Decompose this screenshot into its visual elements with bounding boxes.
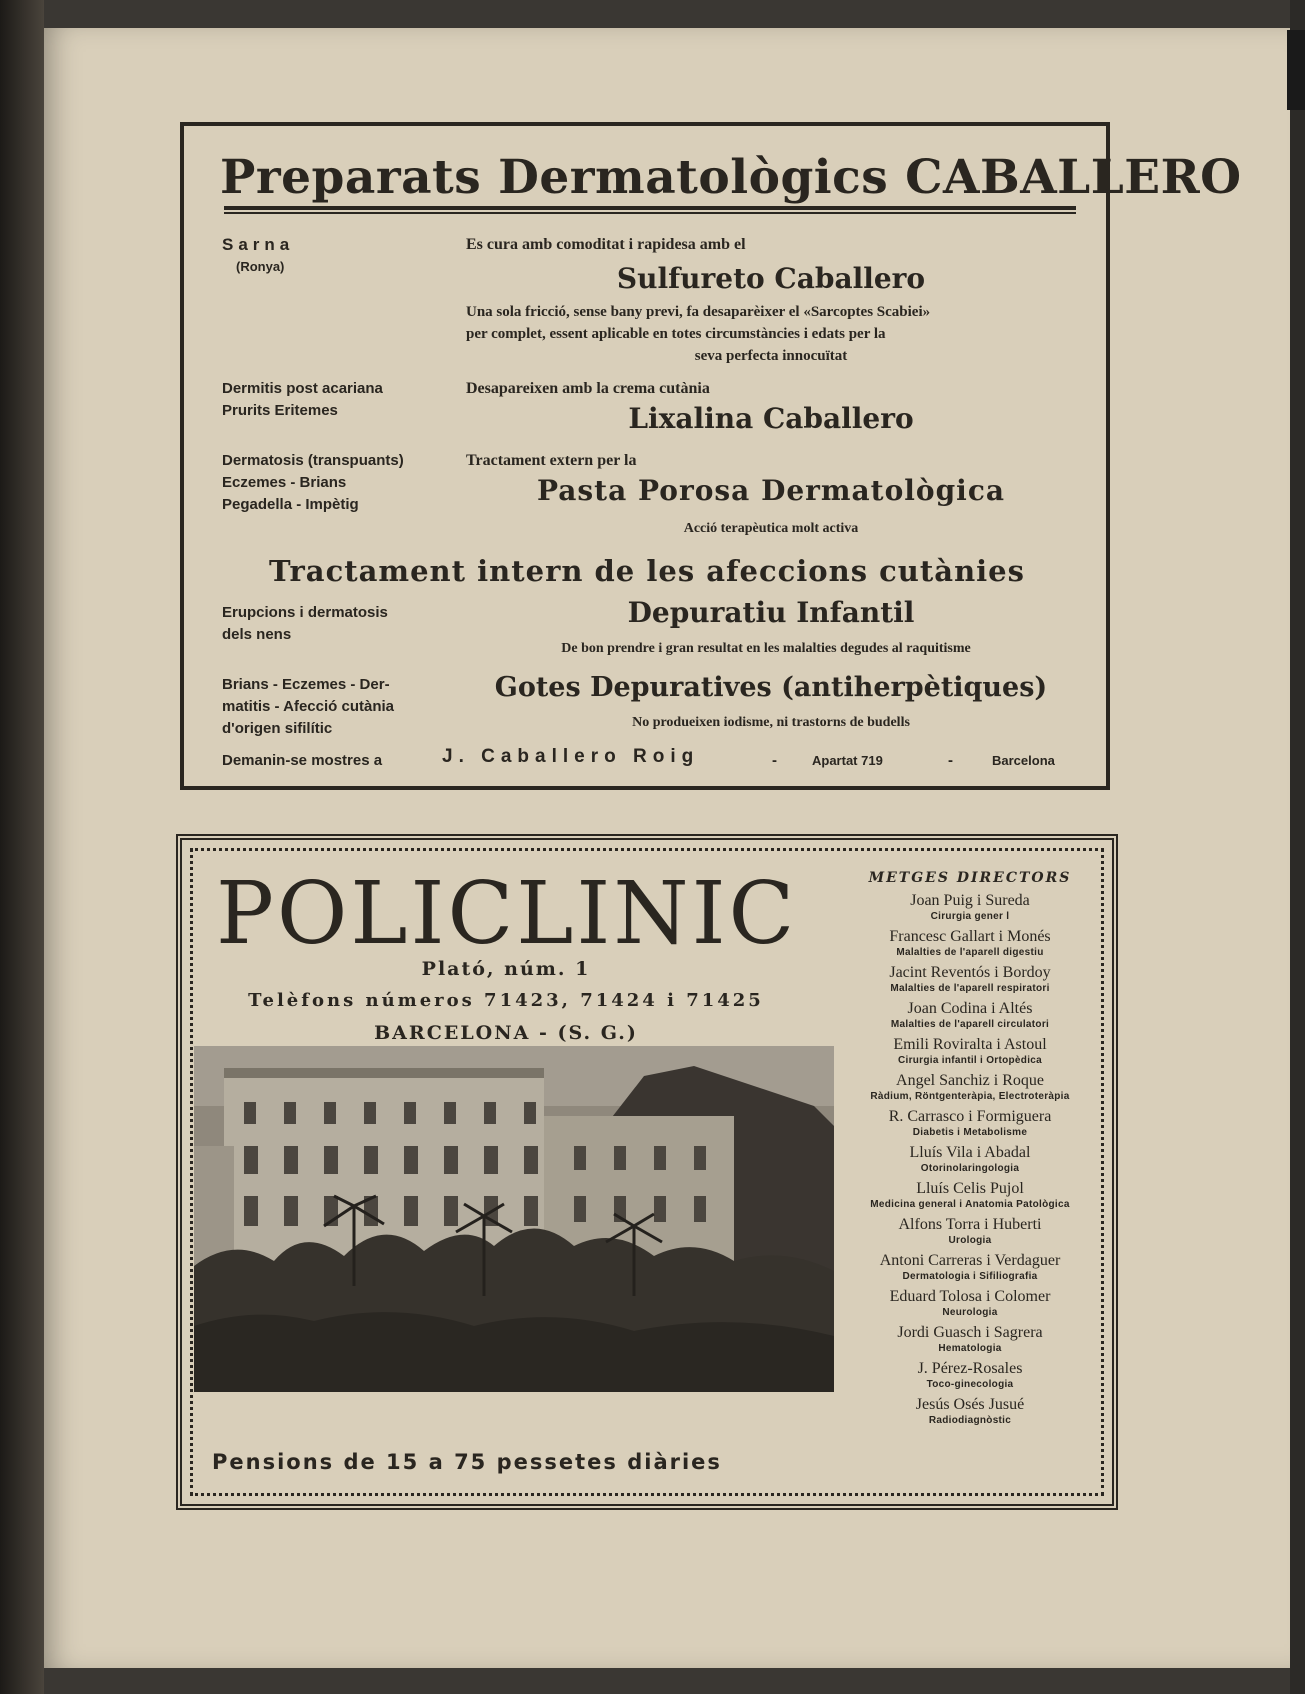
doctor-name: Alfons Torra i Huberti xyxy=(898,1216,1042,1233)
doctor-name: Jesús Osés Jusué xyxy=(915,1396,1025,1413)
doctor-specialty: Radiodiagnòstic xyxy=(928,1415,1012,1426)
title-rule xyxy=(224,206,1076,214)
policlinic-phones: Telèfons números 71423, 71424 i 71425 xyxy=(248,990,764,1011)
doctor-specialty: Urologia xyxy=(948,1235,992,1246)
doctor-entry xyxy=(840,1108,1100,1139)
brians-product: Gotes Depuratives (antiherpètiques) xyxy=(494,672,1048,703)
doctor-entry xyxy=(840,1216,1100,1247)
footer-request: Demanin-se mostres a xyxy=(222,752,383,769)
dermatosis-product: Pasta Porosa Dermatològica xyxy=(536,474,1006,507)
footer-box: Apartat 719 xyxy=(812,753,883,768)
doctor-name: Lluís Celis Pujol xyxy=(916,1180,1024,1197)
doctor-specialty: Ràdium, Röntgenteràpia, Electroteràpia xyxy=(870,1091,1070,1102)
brians-label-1: Brians - Eczemes - Der- xyxy=(222,676,390,693)
brians-label-3: d'origen sifilític xyxy=(222,720,333,737)
doctor-name: Francesc Gallart i Monés xyxy=(889,928,1051,945)
doctor-specialty: Neurologia xyxy=(942,1307,998,1318)
building-photo xyxy=(194,1046,834,1392)
dermatosis-intro: Tractament extern per la xyxy=(466,452,637,469)
policlinic-advertisement xyxy=(176,834,1118,1510)
doctor-entry xyxy=(840,964,1100,995)
doctor-entry xyxy=(840,1144,1100,1175)
doctor-entry xyxy=(840,1360,1100,1391)
dermatosis-note: Acció terapèutica molt activa xyxy=(683,521,859,536)
footer-separator-1: - xyxy=(772,752,777,769)
doctor-name: Jacint Reventós i Bordoy xyxy=(889,964,1051,981)
doctor-entry xyxy=(840,1072,1100,1103)
dermitis-label-2: Prurits Eritemes xyxy=(222,402,338,419)
dermatosis-label-3: Pegadella - Impètig xyxy=(222,496,359,513)
sarna-desc-3: seva perfecta innocuïtat xyxy=(694,348,848,364)
dermitis-intro: Desapareixen amb la crema cutània xyxy=(466,380,710,397)
brians-label-2: matitis - Afecció cutània xyxy=(222,698,394,715)
doctor-name: J. Pérez-Rosales xyxy=(917,1360,1023,1377)
doctor-entry xyxy=(840,1396,1100,1427)
doctor-entry xyxy=(840,1180,1100,1211)
erupcions-note: De bon prendre i gran resultat en les malalties degudes al raquitisme xyxy=(561,641,971,656)
ad-title: Preparats Dermatològics CABALLERO xyxy=(220,150,1242,205)
doctor-specialty: Otorinolaringologia xyxy=(920,1163,1020,1174)
erupcions-label-2: dels nens xyxy=(222,626,292,643)
doctor-entry xyxy=(840,1288,1100,1319)
intern-heading: Tractament intern de les afeccions cutànies xyxy=(269,554,1025,588)
pensions-text: Pensions de 15 a 75 pessetes diàries xyxy=(212,1450,722,1474)
doctor-name: R. Carrasco i Formiguera xyxy=(888,1108,1052,1125)
brians-note: No produeixen iodisme, ni trastorns de budells xyxy=(632,715,910,730)
sarna-label: Sarna xyxy=(222,235,295,254)
scan-edge xyxy=(1290,0,1305,1694)
doctor-specialty: Dermatologia i Sifiliografia xyxy=(902,1271,1038,1282)
doctor-entry xyxy=(840,1252,1100,1283)
dermitis-label-1: Dermitis post acariana xyxy=(222,380,383,397)
footer-separator-2: - xyxy=(948,752,953,769)
erupcions-label-1: Erupcions i dermatosis xyxy=(222,604,388,621)
doctor-name: Jordi Guasch i Sagrera xyxy=(897,1324,1043,1341)
dermitis-product: Lixalina Caballero xyxy=(628,402,914,435)
caballero-advertisement xyxy=(180,122,1242,790)
binding-shadow xyxy=(0,0,44,1694)
doctor-entry xyxy=(840,1000,1100,1031)
sarna-product: Sulfureto Caballero xyxy=(616,262,926,295)
policlinic-city: BARCELONA - (S. G.) xyxy=(374,1022,638,1044)
doctor-specialty: Cirurgia gener l xyxy=(930,911,1010,922)
doctor-name: Angel Sanchiz i Roque xyxy=(896,1072,1044,1089)
doctor-specialty: Malalties de l'aparell circulatori xyxy=(890,1019,1050,1030)
doctor-specialty: Medicina general i Anatomia Patològica xyxy=(870,1199,1070,1210)
sarna-desc-2: per complet, essent aplicable en totes circumstàncies i edats per la xyxy=(466,326,886,342)
erupcions-product: Depuratiu Infantil xyxy=(627,596,915,629)
doctor-specialty: Diabetis i Metabolisme xyxy=(912,1127,1028,1138)
doctor-name: Joan Puig i Sureda xyxy=(910,892,1030,909)
dermatosis-label-1: Dermatosis (transpuants) xyxy=(222,452,404,469)
doctor-entry xyxy=(840,1036,1100,1067)
doctor-name: Emili Roviralta i Astoul xyxy=(893,1036,1047,1053)
doctors-list xyxy=(840,870,1100,1432)
doctor-name: Joan Codina i Altés xyxy=(907,1000,1033,1017)
doctor-entry xyxy=(840,928,1100,959)
doctor-specialty: Cirurgia infantil i Ortopèdica xyxy=(897,1055,1042,1066)
doctor-entry xyxy=(840,892,1100,923)
doctor-entry xyxy=(840,1324,1100,1355)
policlinic-title: POLICLINIC xyxy=(216,864,798,964)
doctor-specialty: Malalties de l'aparell respiratori xyxy=(890,983,1050,994)
doctor-name: Lluís Vila i Abadal xyxy=(909,1144,1031,1161)
corner-tab xyxy=(1287,30,1305,110)
dermatosis-label-2: Eczemes - Brians xyxy=(222,474,347,491)
sarna-intro: Es cura amb comoditat i rapidesa amb el xyxy=(466,236,746,253)
doctor-name: Eduard Tolosa i Colomer xyxy=(889,1288,1051,1305)
sarna-sublabel: (Ronya) xyxy=(236,259,285,274)
policlinic-address: Plató, núm. 1 xyxy=(421,958,591,980)
footer-company: J. Caballero Roig xyxy=(442,746,700,767)
doctor-specialty: Malalties de l'aparell digestiu xyxy=(896,947,1044,958)
doctor-specialty: Hematologia xyxy=(938,1343,1002,1354)
sarna-desc-1: Una sola fricció, sense bany previ, fa desaparèixer el «Sarcoptes Scabiei» xyxy=(466,304,931,320)
doctor-name: Antoni Carreras i Verdaguer xyxy=(879,1252,1061,1269)
doctors-heading: METGES DIRECTORS xyxy=(868,870,1072,886)
footer-city: Barcelona xyxy=(992,753,1055,768)
doctor-specialty: Toco-ginecologia xyxy=(926,1379,1014,1390)
